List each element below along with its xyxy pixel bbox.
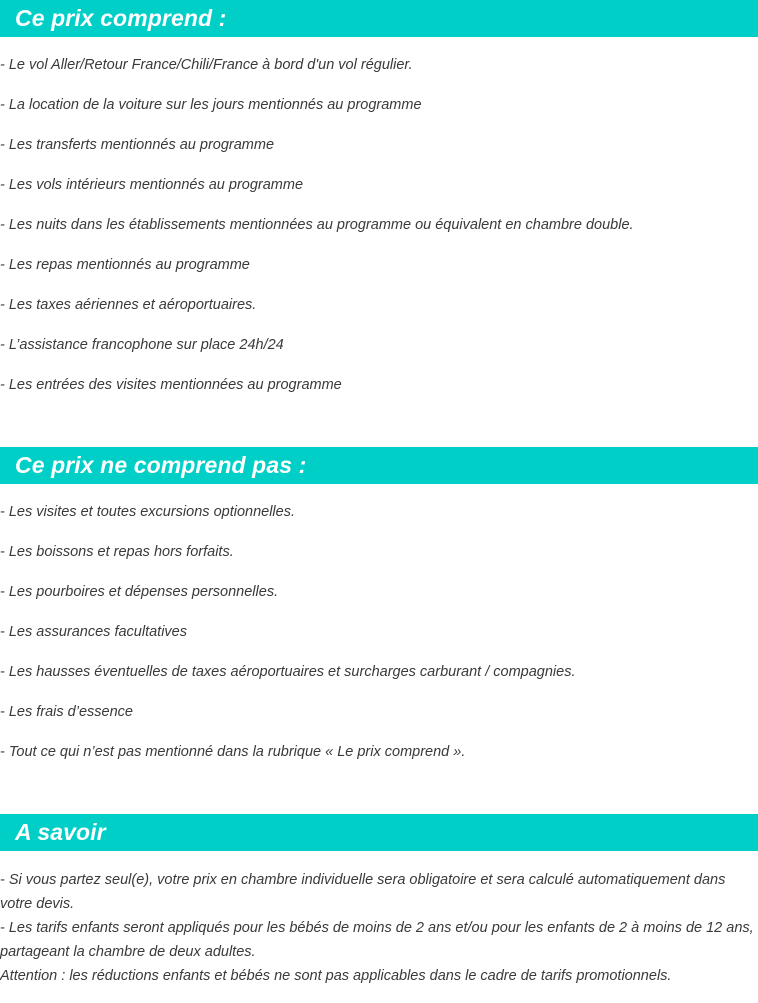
list-item: - La location de la voiture sur les jours mentionnés au programme xyxy=(0,97,422,113)
price-excludes-header xyxy=(0,447,758,484)
price-includes-section xyxy=(0,0,758,416)
list-item: - Les nuits dans les établissements mentionnées au programme ou équivalent en chambre double. xyxy=(0,217,634,233)
good-to-know-header xyxy=(0,814,758,851)
list-item: - Le vol Aller/Retour France/Chili/France à bord d'un vol régulier. xyxy=(0,57,413,73)
list-item: - Les vols intérieurs mentionnés au programme xyxy=(0,177,304,193)
good-to-know-section xyxy=(0,814,758,988)
price-includes-title: Ce prix comprend : xyxy=(15,5,227,31)
price-excludes-title: Ce prix ne comprend pas : xyxy=(15,452,307,478)
single-room-note: - Si vous partez seul(e), votre prix en chambre individuelle sera obligatoire et sera calculé automatiquement dans votre devis. xyxy=(0,872,726,912)
list-item: - L’assistance francophone sur place 24h/24 xyxy=(0,337,284,353)
price-includes-header xyxy=(0,0,758,37)
list-item: - Les frais d’essence xyxy=(0,704,133,720)
good-to-know-title: A savoir xyxy=(15,819,106,845)
price-excludes-section xyxy=(0,447,758,783)
list-item: - Les assurances facultatives xyxy=(0,624,187,640)
list-item: - Les taxes aériennes et aéroportuaires. xyxy=(0,297,257,313)
list-item: - Les visites et toutes excursions optionnelles. xyxy=(0,504,295,520)
good-to-know-text xyxy=(0,868,758,988)
list-item: - Les hausses éventuelles de taxes aéroportuaires et surcharges carburant / compagnies. xyxy=(0,664,576,680)
price-excludes-list xyxy=(0,503,758,761)
list-item: - Les pourboires et dépenses personnelles. xyxy=(0,584,279,600)
list-item: - Les transferts mentionnés au programme xyxy=(0,137,275,153)
list-item: - Les repas mentionnés au programme xyxy=(0,257,250,273)
list-item: - Les entrées des visites mentionnées au programme xyxy=(0,377,342,393)
list-item: - Les boissons et repas hors forfaits. xyxy=(0,544,234,560)
list-item: - Tout ce qui n’est pas mentionné dans la rubrique « Le prix comprend ». xyxy=(0,744,466,760)
price-includes-list xyxy=(0,56,758,394)
child-rates-note: - Les tarifs enfants seront appliqués pour les bébés de moins de 2 ans et/ou pour les enfants de 2 à moins de 12 ans, partageant la chambre de deux adultes. xyxy=(0,920,754,960)
promo-warning-note: Attention : les réductions enfants et bébés ne sont pas applicables dans le cadre de tarifs promotionnels. xyxy=(0,968,672,984)
